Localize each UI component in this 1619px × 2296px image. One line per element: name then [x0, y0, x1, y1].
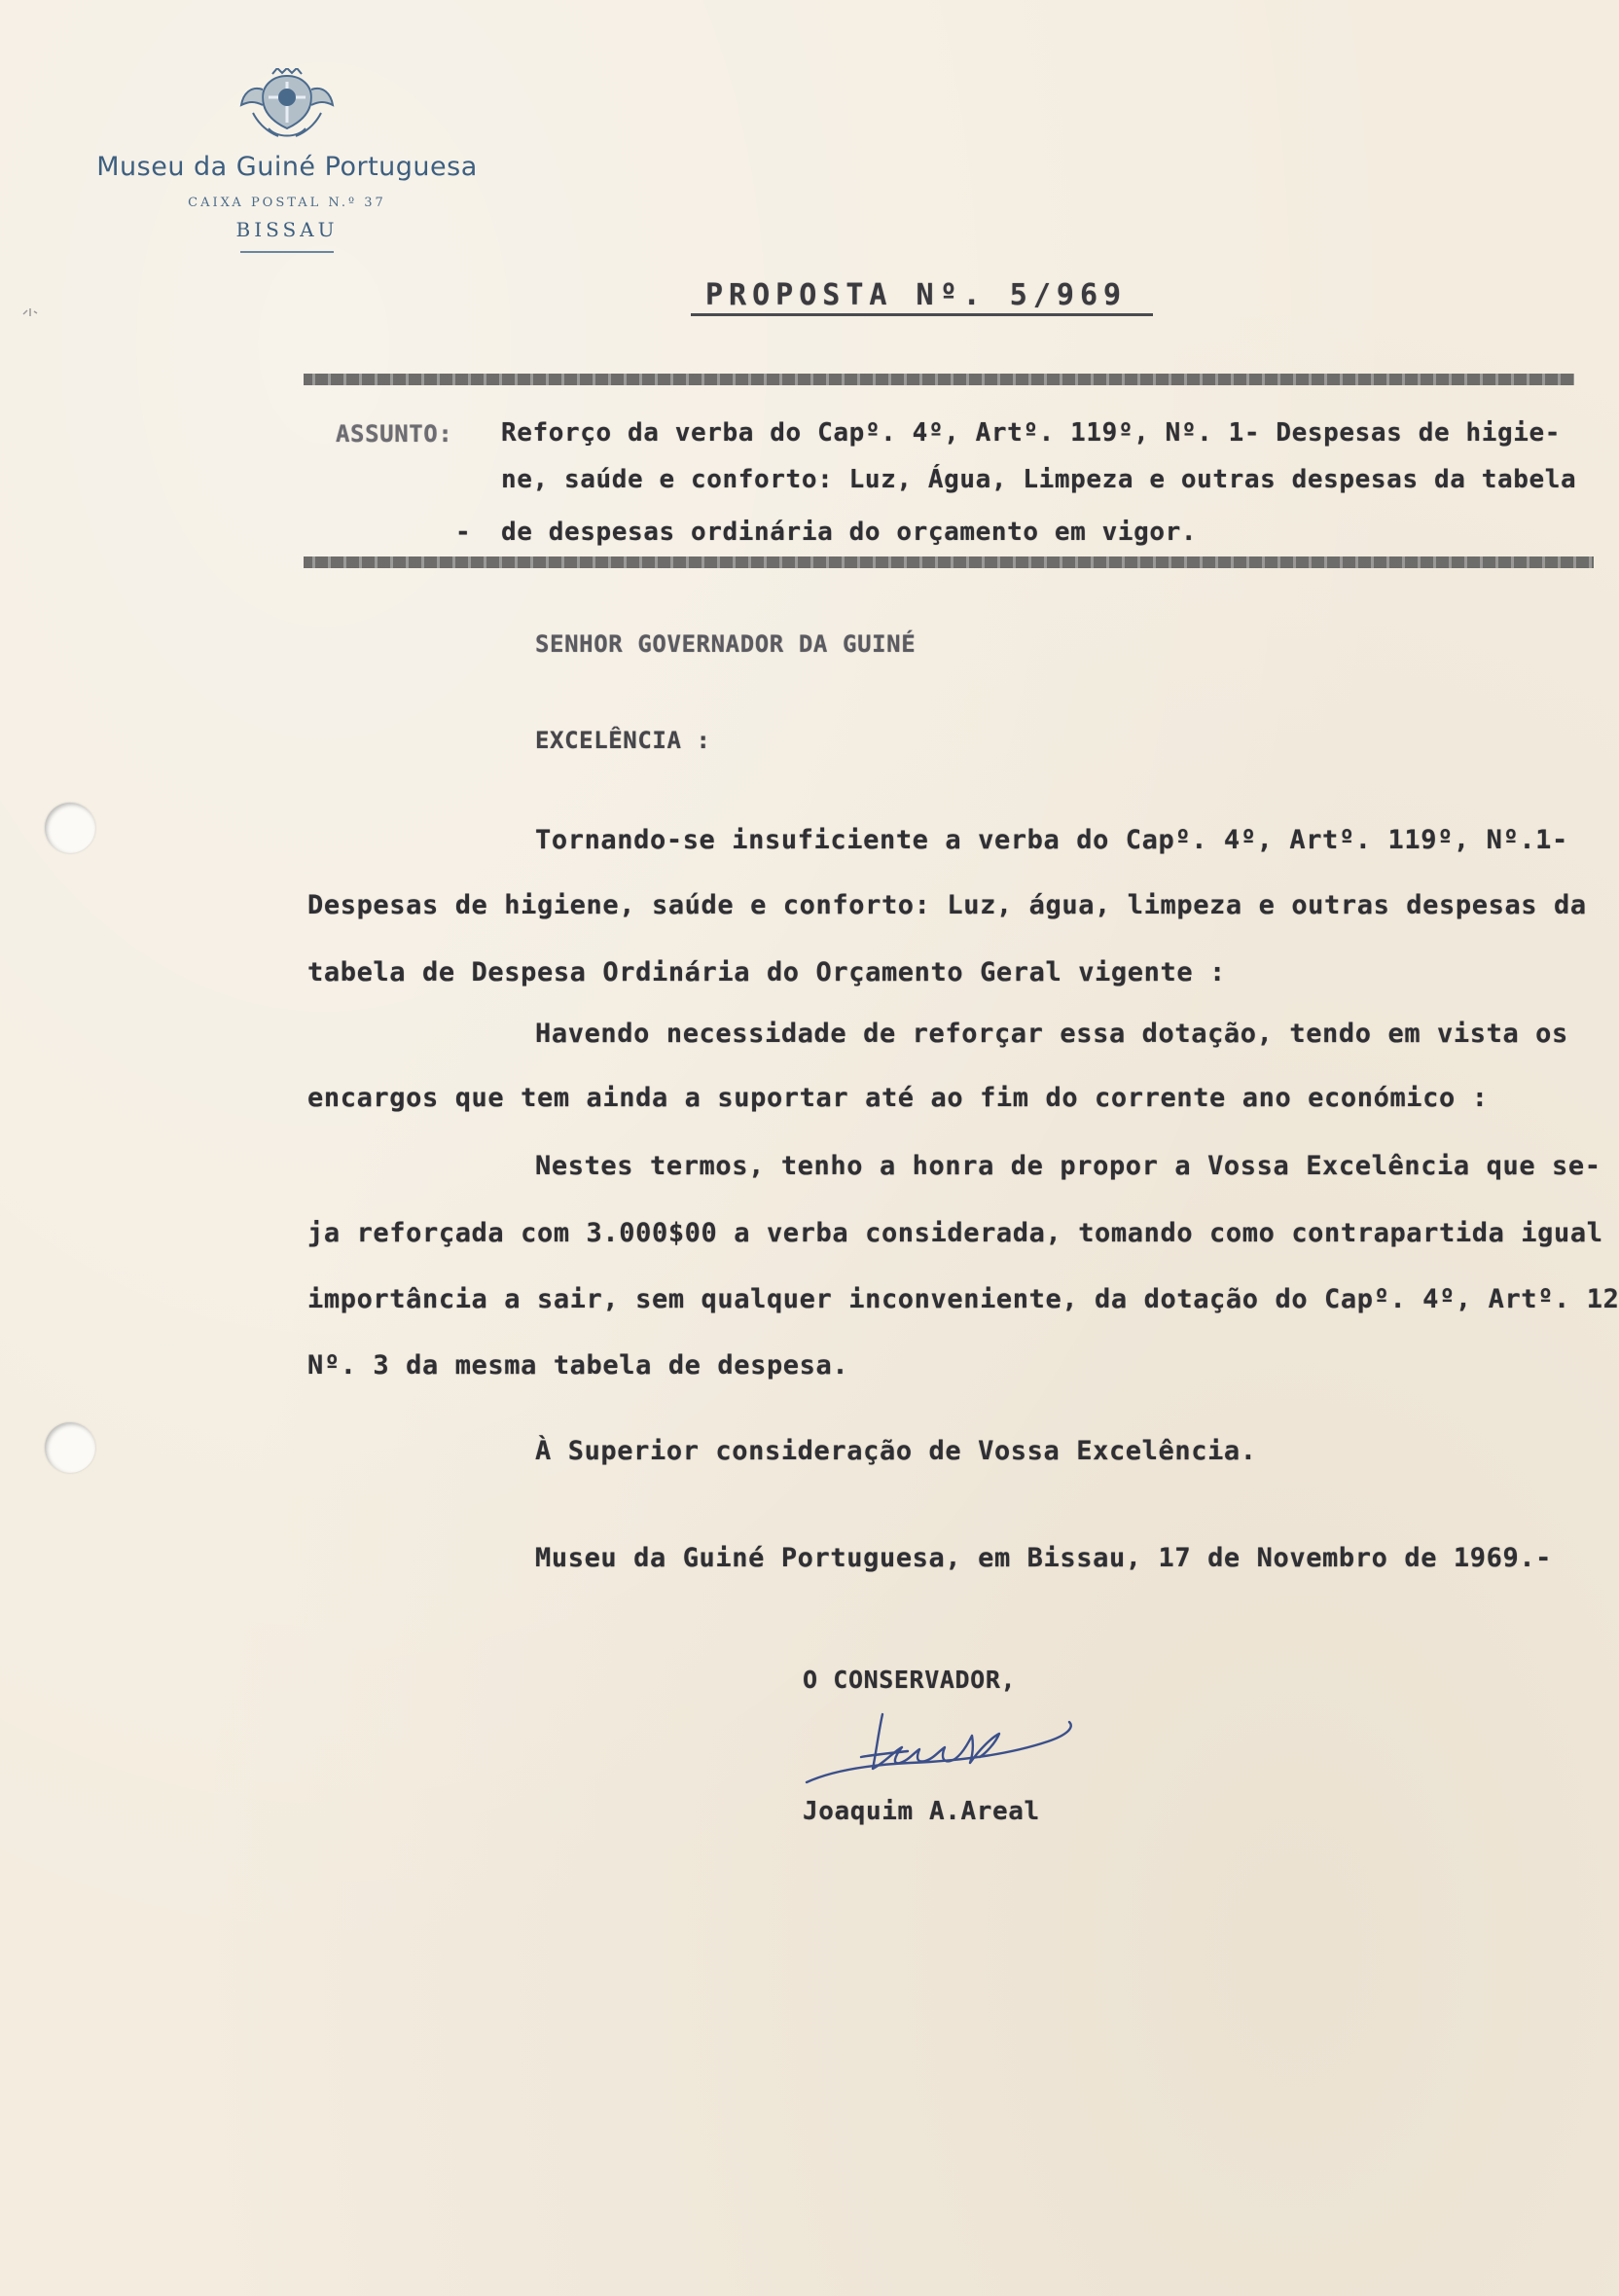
document-title: PROPOSTA Nº. 5/969 — [705, 278, 1128, 312]
subject-label: ASSUNTO: — [336, 420, 453, 448]
body-line: Tornando-se insuficiente a verba do Capº. 4º, Artº. 119º, Nº.1- — [535, 825, 1568, 855]
subject-line: de despesas ordinária do orçamento em vigor. — [501, 518, 1198, 547]
closing-line: À Superior consideração de Vossa Excelência. — [535, 1436, 1257, 1466]
body-line: Despesas de higiene, saúde e conforto: Luz, água, limpeza e outras despesas da — [307, 890, 1587, 920]
signatory-name: Joaquim A.Areal — [803, 1797, 1040, 1826]
divider-top — [304, 374, 1574, 385]
signatory-title: O CONSERVADOR, — [803, 1666, 1017, 1694]
coat-of-arms-seal-icon — [234, 68, 341, 146]
punch-hole — [45, 1422, 95, 1473]
margin-mark — [21, 304, 39, 317]
body-line: encargos que tem ainda a suportar até ao fim do corrente ano económico : — [307, 1083, 1489, 1113]
salutation: SENHOR GOVERNADOR DA GUINÉ — [535, 630, 917, 658]
body-line: ja reforçada com 3.000$00 a verba considerada, tomando como contrapartida igual — [307, 1218, 1603, 1248]
subject-dash: - — [455, 518, 472, 547]
body-line: Havendo necessidade de reforçar essa dotação, tendo em vista os — [535, 1019, 1568, 1049]
letterhead-postal-box: CAIXA POSTAL N.º 37 — [188, 196, 386, 210]
letterhead-city: BISSAU — [235, 218, 339, 241]
body-line: tabela de Despesa Ordinária do Orçamento Geral vigente : — [307, 957, 1226, 987]
body-line: Nestes termos, tenho a honra de propor a Vossa Excelência que se- — [535, 1151, 1601, 1181]
letterhead-name: Museu da Guiné Portuguesa — [96, 152, 478, 182]
title-underline — [691, 313, 1153, 316]
letterhead — [68, 68, 506, 253]
punch-hole — [45, 803, 95, 853]
letterhead-divider — [240, 251, 334, 253]
divider-bottom — [304, 556, 1594, 568]
body-line: importância a sair, sem qualquer inconveniente, da dotação do Capº. 4º, Artº. 12 — [307, 1284, 1619, 1314]
handwritten-signature — [793, 1693, 1085, 1800]
excellency-greeting: EXCELÊNCIA : — [535, 727, 711, 754]
place-and-date: Museu da Guiné Portuguesa, em Bissau, 17 de Novembro de 1969.- — [535, 1543, 1553, 1573]
subject-line: Reforço da verba do Capº. 4º, Artº. 119º, Nº. 1- Despesas de higie- — [501, 418, 1561, 448]
subject-line: ne, saúde e conforto: Luz, Água, Limpeza e outras despesas da tabela — [501, 465, 1577, 494]
body-line: Nº. 3 da mesma tabela de despesa. — [307, 1350, 849, 1381]
